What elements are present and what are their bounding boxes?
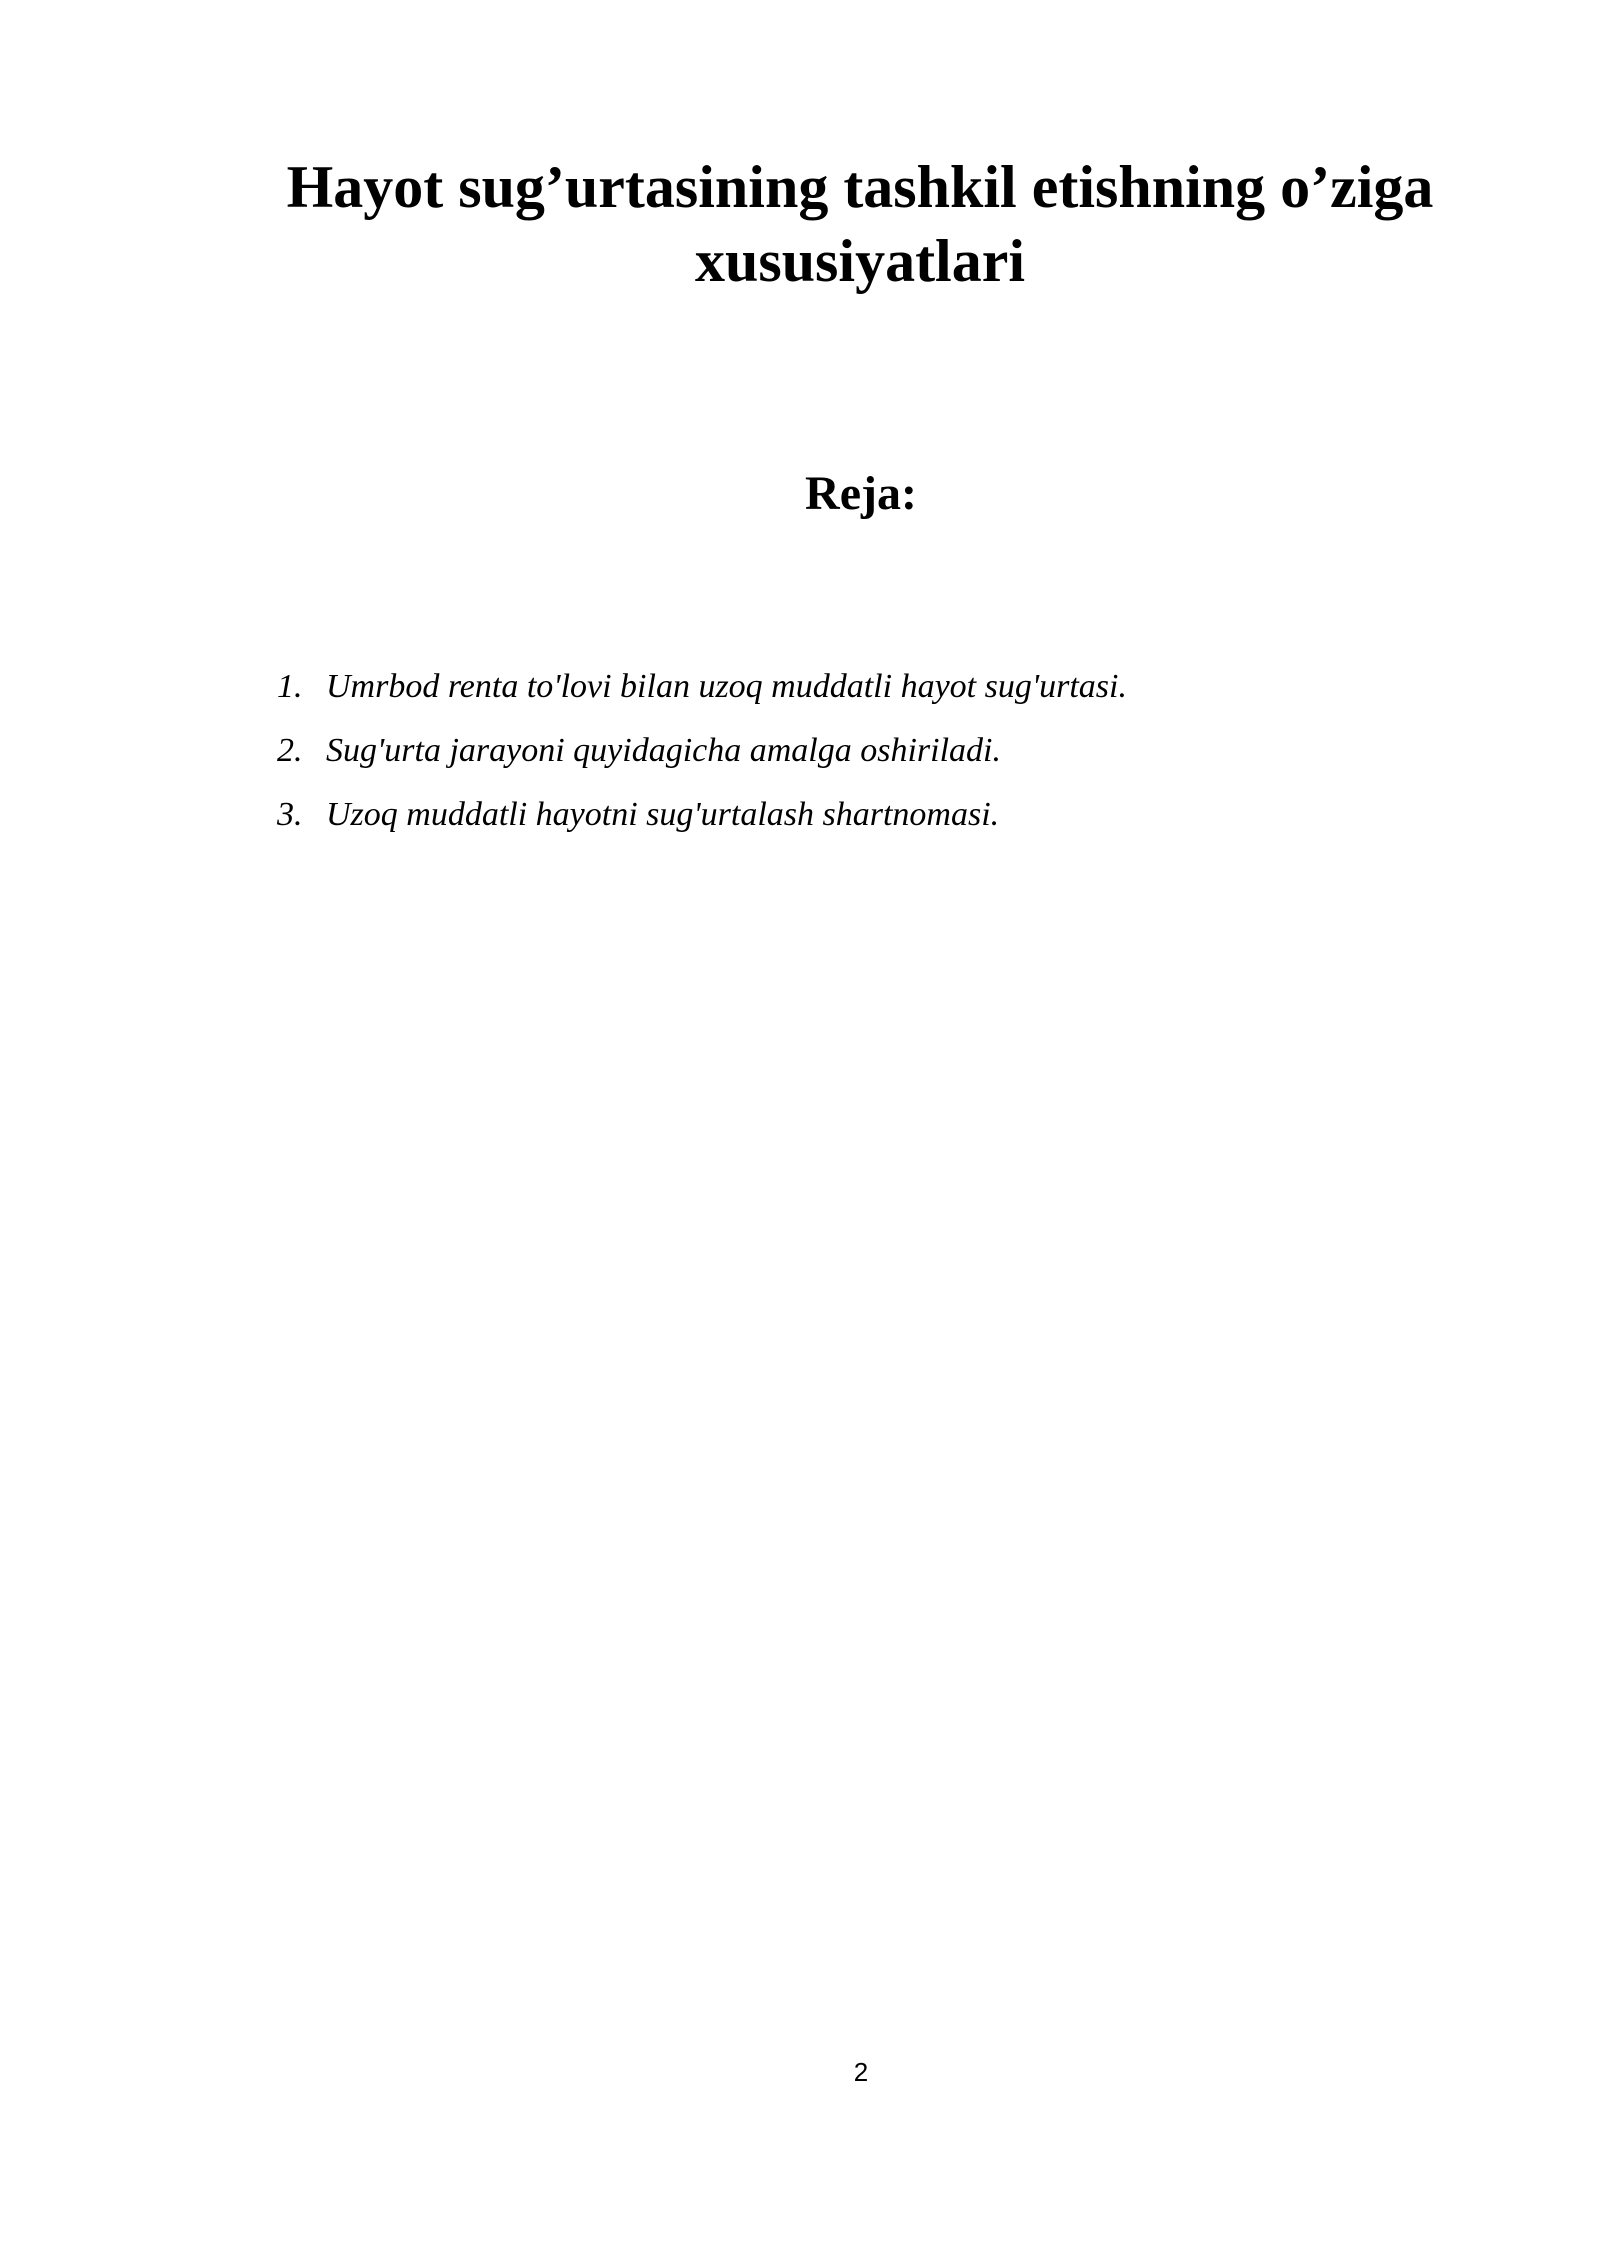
page-number: 2 — [853, 2057, 869, 2087]
plan-item-number: 2. — [277, 732, 303, 769]
page-title: Hayot sug’urtasining tashkil etishning o’ziga xususiyatlari — [286, 154, 1434, 294]
plan-item-text: Sug'urta jarayoni quyidagicha amalga oshiriladi. — [326, 732, 1001, 769]
plan-list — [277, 655, 1127, 847]
plan-item-3 — [277, 783, 1127, 847]
plan-item-2 — [277, 719, 1127, 783]
plan-item-text: Umrbod renta to'lovi bilan uzoq muddatli hayot sug'urtasi. — [326, 668, 1127, 705]
plan-heading: Reja: — [805, 467, 917, 520]
plan-item-number: 1. — [277, 668, 303, 705]
plan-item-number: 3. — [277, 796, 303, 833]
plan-item-text: Uzoq muddatli hayotni sug'urtalash shartnomasi. — [326, 796, 1000, 833]
plan-item-1 — [277, 655, 1127, 719]
